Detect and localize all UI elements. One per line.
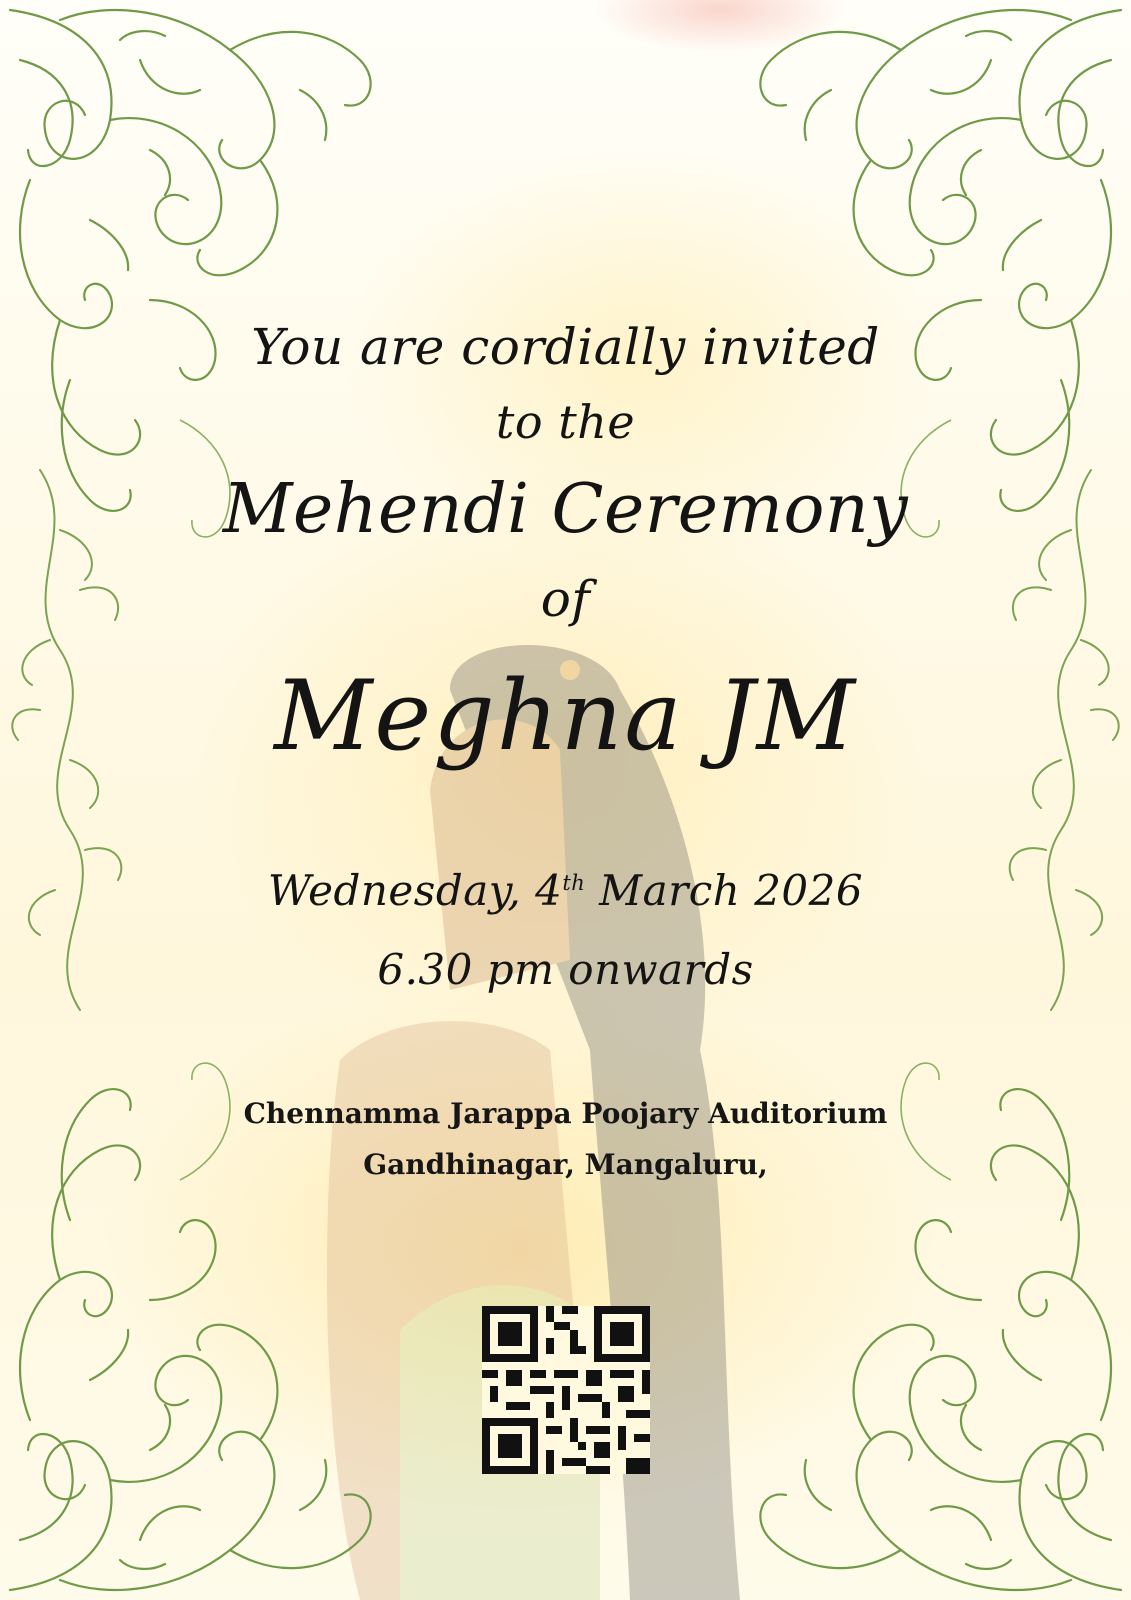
invite-intro-line: You are cordially invited [251,318,880,376]
venue-name: Chennamma Jarappa Poojary Auditorium [243,1097,888,1130]
date-weekday: Wednesday, 4 [267,866,563,915]
honoree-name: Meghna JM [274,660,857,772]
qr-code[interactable] [482,1306,650,1474]
event-time: 6.30 pm onwards [377,945,754,994]
invite-of-line: of [540,570,591,628]
date-ordinal-suffix: th [562,871,586,895]
event-date [0,866,1131,915]
event-title: Mehendi Ceremony [222,470,909,549]
date-month-year: March 2026 [585,866,864,915]
venue-location: Gandhinagar, Mangaluru, [363,1148,768,1181]
invite-to-the-line: to the [495,395,636,449]
